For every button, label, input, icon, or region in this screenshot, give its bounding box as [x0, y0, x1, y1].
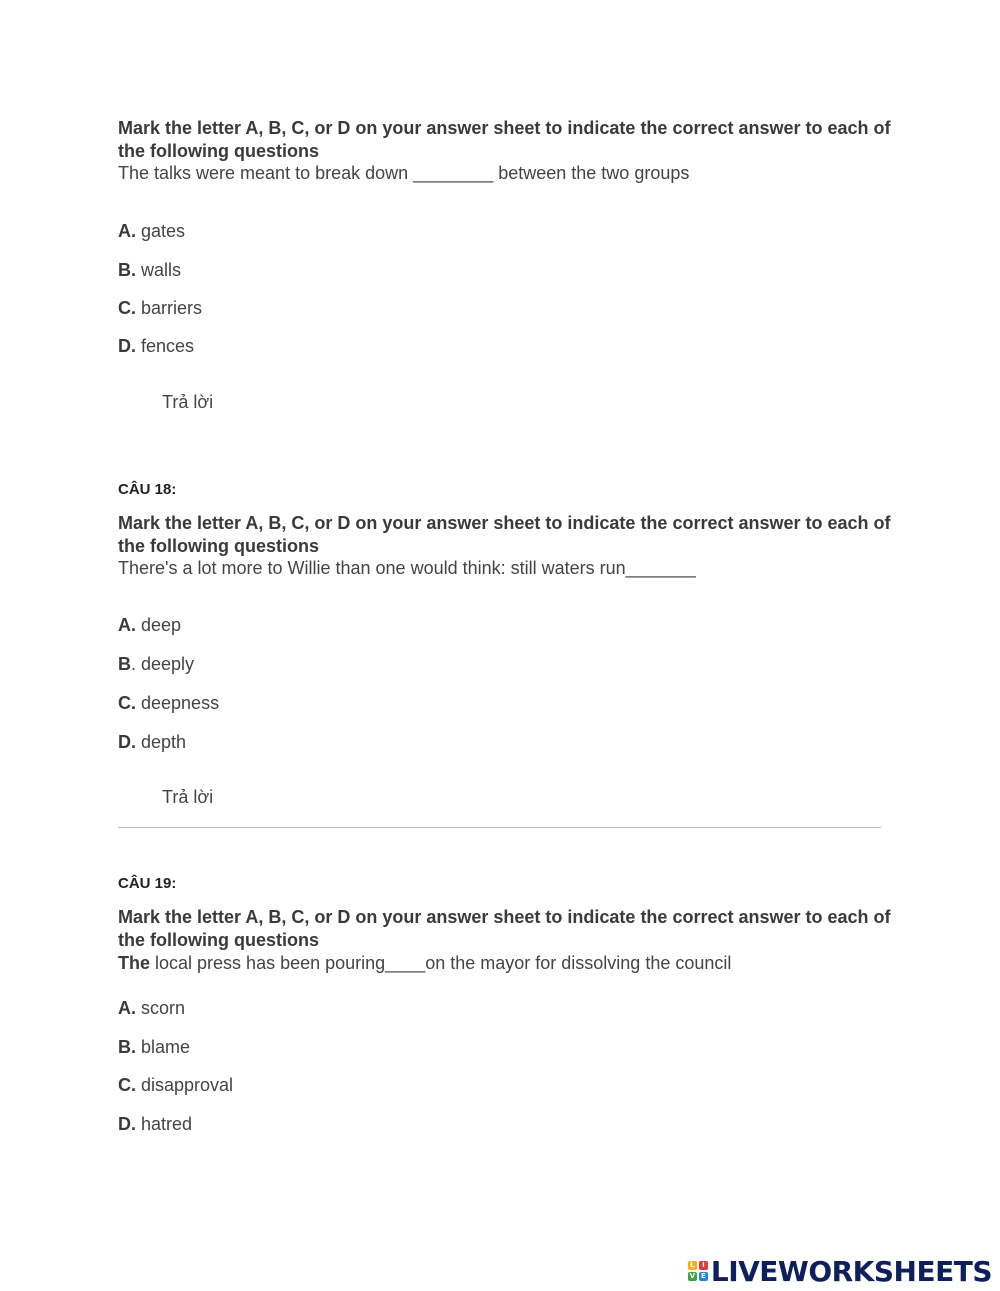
- option-text: fences: [136, 336, 195, 356]
- option-letter: D.: [118, 1114, 136, 1134]
- option-text: gates: [136, 221, 186, 241]
- option-letter: A.: [118, 221, 136, 241]
- option-text: walls: [136, 260, 182, 280]
- option-letter: C.: [118, 693, 136, 713]
- option-b[interactable]: [118, 259, 181, 281]
- question-stem: The talks were meant to break down ________ between the two groups: [118, 163, 690, 183]
- option-letter: B.: [118, 260, 136, 280]
- option-letter: B.: [118, 1037, 136, 1057]
- option-b[interactable]: [118, 653, 194, 675]
- divider: [118, 827, 881, 828]
- option-text: deep: [136, 615, 182, 635]
- option-d[interactable]: [118, 731, 186, 753]
- option-letter: A.: [118, 615, 136, 635]
- logo-block: I: [699, 1261, 708, 1270]
- option-a[interactable]: [118, 614, 181, 636]
- logo-block: L: [688, 1261, 697, 1270]
- option-text: . deeply: [131, 654, 195, 674]
- option-letter: D.: [118, 732, 136, 752]
- option-letter: D.: [118, 336, 136, 356]
- logo-blocks-icon: [688, 1261, 708, 1281]
- option-text: disapproval: [136, 1075, 234, 1095]
- question-stem-text: local press has been pouring____on the mayor for dissolving the council: [150, 953, 732, 973]
- question-stem: There's a lot more to Willie than one would think: still waters run_______: [118, 558, 696, 578]
- question-instruction: Mark the letter A, B, C, or D on your answer sheet to indicate the correct answer to each of the following questions: [118, 907, 891, 950]
- option-text: scorn: [136, 998, 186, 1018]
- liveworksheets-logo: [688, 1255, 992, 1287]
- option-letter: C.: [118, 1075, 136, 1095]
- option-b[interactable]: [118, 1036, 190, 1058]
- option-c[interactable]: [118, 1074, 233, 1096]
- logo-block: E: [699, 1272, 708, 1281]
- question-heading: CÂU 19:: [118, 875, 177, 892]
- option-text: deepness: [136, 693, 220, 713]
- question-heading: CÂU 18:: [118, 481, 177, 498]
- option-letter: A.: [118, 998, 136, 1018]
- option-c[interactable]: [118, 297, 202, 319]
- option-text: hatred: [136, 1114, 193, 1134]
- option-text: depth: [136, 732, 187, 752]
- answer-label[interactable]: Trả lời: [162, 392, 214, 412]
- logo-block: V: [689, 1272, 696, 1280]
- option-d[interactable]: [118, 1113, 192, 1135]
- option-text: barriers: [136, 298, 203, 318]
- question-instruction: Mark the letter A, B, C, or D on your answer sheet to indicate the correct answer to each of the following questions: [118, 513, 891, 556]
- option-c[interactable]: [118, 692, 219, 714]
- option-text: blame: [136, 1037, 191, 1057]
- logo-text: LIVEWORKSHEETS: [710, 1254, 992, 1288]
- option-letter: C.: [118, 298, 136, 318]
- option-a[interactable]: [118, 997, 185, 1019]
- question-stem: [118, 952, 898, 975]
- question-instruction: Mark the letter A, B, C, or D on your answer sheet to indicate the correct answer to each of the following questions: [118, 118, 891, 161]
- question-stem-bold: The: [118, 953, 151, 973]
- option-d[interactable]: [118, 335, 194, 357]
- option-a[interactable]: [118, 220, 185, 242]
- option-letter: B: [118, 654, 131, 674]
- answer-label[interactable]: Trả lời: [162, 787, 214, 807]
